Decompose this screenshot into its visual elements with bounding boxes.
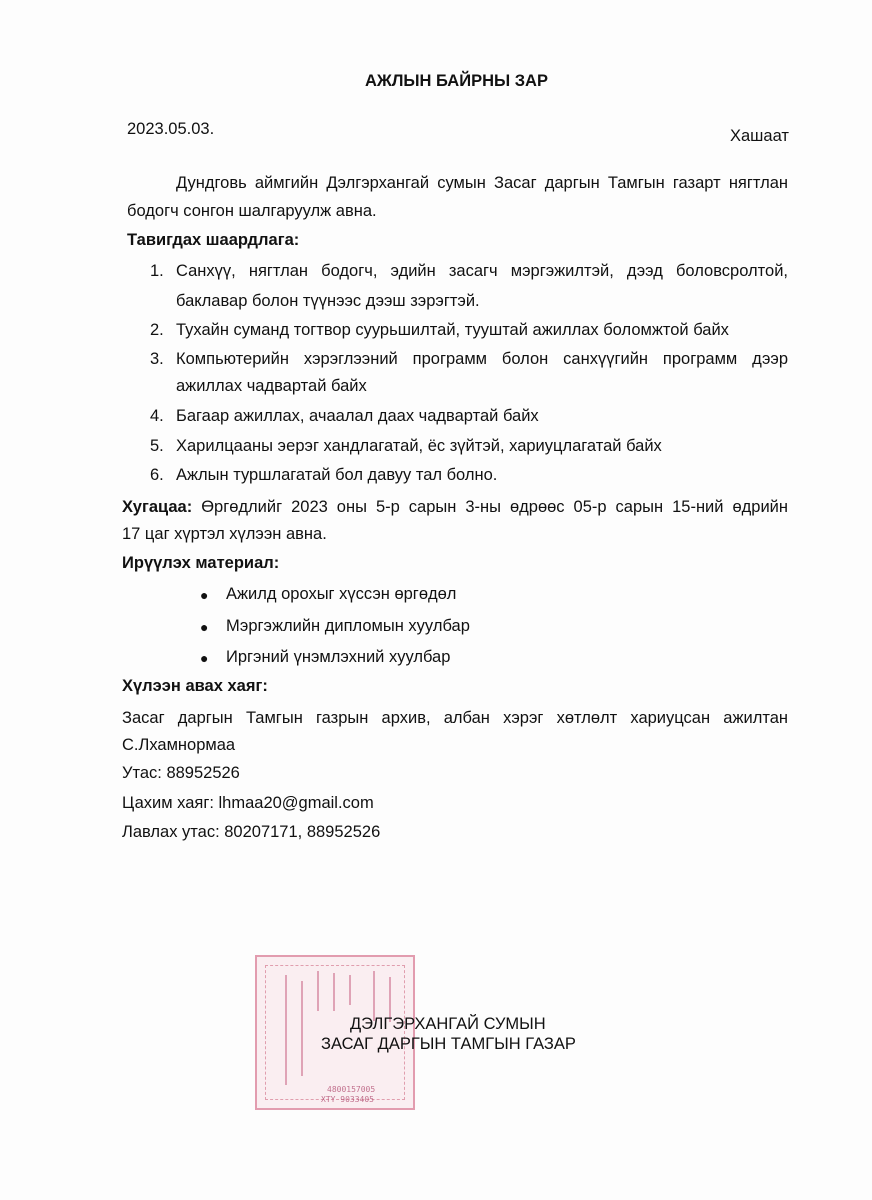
intro-line-1: Дундговь аймгийн Дэлгэрхангай сумын Засаг даргын Тамгын газарт нягтлан — [176, 174, 788, 192]
requirement-number: 6. — [150, 466, 164, 484]
requirement-item: Компьютерийн хэрэглээний программ болон санхүүгийн программ дээр — [176, 350, 788, 368]
requirement-item-continuation: ажиллах чадвартай байх — [176, 377, 367, 395]
bullet-icon: ● — [200, 587, 209, 603]
signature-line-2: ЗАСАГ ДАРГЫН ТАМГЫН ГАЗАР — [321, 1035, 576, 1053]
contact-name: С.Лхамнормаа — [122, 736, 236, 754]
stamp-number: 4800157005 — [327, 1085, 376, 1094]
requirement-number: 4. — [150, 407, 164, 425]
deadline-paragraph — [122, 498, 788, 517]
stamp-code: ХТҮ 9033405 — [321, 1095, 374, 1104]
contact-heading: Хүлээн авах хаяг: — [122, 677, 268, 695]
requirement-number: 3. — [150, 350, 164, 368]
deadline-text: Өргөдлийг 2023 оны 5-р сарын 3-ны өдрөөс 05-р сарын 15-ний өдрийн — [201, 498, 789, 516]
material-item: Иргэний үнэмлэхний хуулбар — [226, 648, 451, 666]
requirement-item-continuation: баклавар болон түүнээс дээш зэрэгтэй. — [176, 292, 480, 310]
bullet-icon: ● — [200, 650, 209, 666]
materials-heading: Ирүүлэх материал: — [122, 554, 280, 572]
requirements-heading: Тавигдах шаардлага: — [127, 231, 300, 249]
requirement-item: Ажлын туршлагатай бол давуу тал болно. — [176, 466, 498, 484]
bullet-icon: ● — [200, 619, 209, 635]
contact-phone: Утас: 88952526 — [122, 764, 240, 782]
requirement-number: 1. — [150, 262, 164, 280]
material-item: Ажилд орохыг хүссэн өргөдөл — [226, 585, 457, 603]
document-place: Хашаат — [730, 127, 789, 145]
signature-line-1: ДЭЛГЭРХАНГАЙ СУМЫН — [350, 1015, 546, 1033]
deadline-label: Хугацаа: — [122, 498, 193, 516]
document-title: АЖЛЫН БАЙРНЫ ЗАР — [365, 72, 548, 90]
material-item: Мэргэжлийн дипломын хуулбар — [226, 617, 470, 635]
requirement-number: 2. — [150, 321, 164, 339]
reference-phone: Лавлах утас: 80207171, 88952526 — [122, 823, 381, 841]
intro-line-2: бодогч сонгон шалгаруулж авна. — [127, 202, 377, 220]
deadline-text-continuation: 17 цаг хүртэл хүлээн авна. — [122, 525, 327, 543]
requirement-item: Санхүү, нягтлан бодогч, эдийн засагч мэргэжилтэй, дээд боловсролтой, — [176, 262, 788, 280]
document-date: 2023.05.03. — [127, 120, 215, 138]
requirement-number: 5. — [150, 437, 164, 455]
requirement-item: Харилцааны эерэг хандлагатай, ёс зүйтэй, хариуцлагатай байх — [176, 437, 662, 455]
requirement-item: Тухайн суманд тогтвор суурьшилтай, тууштай ажиллах боломжтой байх — [176, 321, 729, 339]
contact-address: Засаг даргын Тамгын газрын архив, албан хэрэг хөтлөлт хариуцсан ажилтан — [122, 709, 788, 727]
requirement-item: Багаар ажиллах, ачаалал даах чадвартай байх — [176, 407, 539, 425]
contact-email: Цахим хаяг: lhmaa20@gmail.com — [122, 794, 374, 812]
